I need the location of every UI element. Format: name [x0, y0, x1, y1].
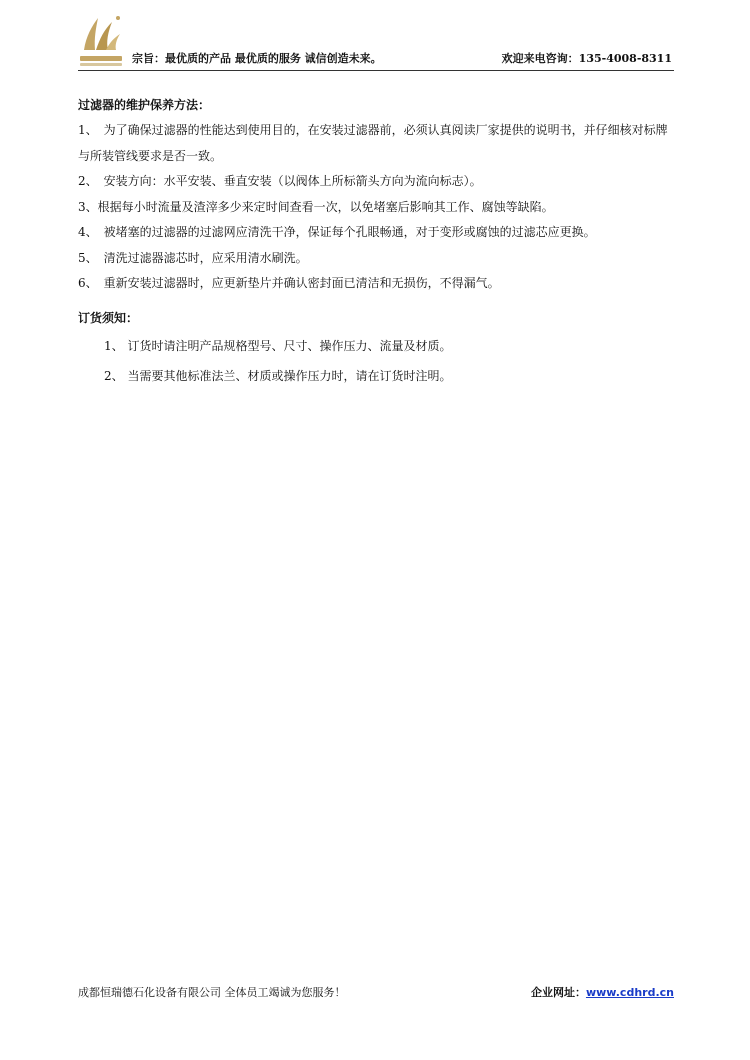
maintenance-item: 4、 被堵塞的过滤器的过滤网应清洗干净，保证每个孔眼畅通，对于变形或腐蚀的过滤芯应更换。 — [78, 225, 596, 239]
hotline: 欢迎来电咨询：135-4008-8311 — [501, 52, 672, 65]
logo-wordmark — [80, 56, 122, 61]
company-slogan: 宗旨：最优质的产品 最优质的服务 诚信创造未来。 — [132, 52, 382, 65]
website-label: 企业网址： — [530, 986, 586, 999]
maintenance-item: 6、 重新安装过滤器时，应更新垫片并确认密封面已清洁和无损伤，不得漏气。 — [78, 276, 500, 290]
maintenance-title: 过滤器的维护保养方法： — [78, 98, 211, 112]
page-footer — [78, 984, 674, 1002]
order-item: 1、 订货时请注明产品规格型号、尺寸、操作压力、流量及材质。 — [104, 338, 452, 353]
website-link[interactable]: www.cdhrd.cn — [585, 986, 674, 999]
logo-tagline — [80, 63, 122, 66]
document-body — [78, 92, 678, 391]
footer-company: 成都恒瑞德石化设备有限公司 全体员工竭诚为您服务！ — [78, 986, 346, 999]
logo-emblem-icon — [78, 12, 124, 56]
order-title: 订货须知： — [78, 310, 139, 325]
maintenance-item: 5、 清洗过滤器滤芯时，应采用清水刷洗。 — [78, 250, 308, 265]
order-item: 2、 当需要其他标准法兰、材质或操作压力时，请在订货时注明。 — [104, 368, 452, 383]
maintenance-item: 3、根据每小时流量及渣滓多少来定时间查看一次，以免堵塞后影响其工作、腐蚀等缺陷。 — [78, 199, 554, 214]
maintenance-item: 1、 为了确保过滤器的性能达到使用目的，在安装过滤器前，必须认真阅读厂家提供的说明书，并仔细核对标牌与所装管线要求是否一致。 — [78, 123, 668, 163]
company-logo — [78, 12, 124, 70]
page-header — [78, 12, 674, 71]
footer-website — [531, 984, 674, 1000]
maintenance-item: 2、 安装方向：水平安装、垂直安装（以阀体上所标箭头方向为流向标志）。 — [78, 174, 482, 188]
